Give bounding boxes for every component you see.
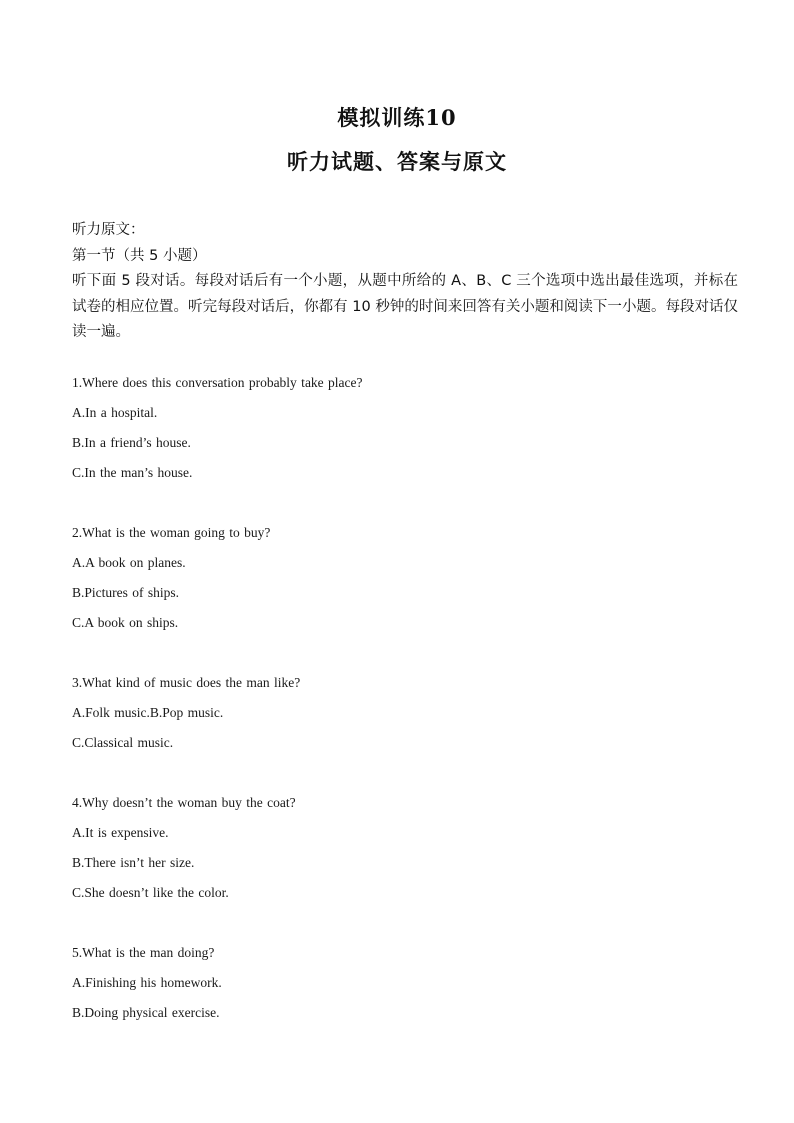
- section-header: 第一节（共 5 小题）: [72, 247, 207, 264]
- question-option: A.Folk music.B.Pop music.: [72, 705, 224, 720]
- section-label: 听力原文：: [72, 222, 145, 238]
- question-text: 5.What is the man doing?: [72, 945, 215, 960]
- question-option: C.A book on ships.: [72, 615, 179, 630]
- question-option: B.In a friend’s house.: [72, 435, 191, 450]
- question-option: C.Classical music.: [72, 735, 174, 750]
- question-block-1: [72, 368, 738, 488]
- question-block-4: [72, 788, 738, 908]
- question-option: B.Pictures of ships.: [72, 585, 180, 600]
- question-block-3: [72, 668, 738, 758]
- document-title: 模拟训练10: [337, 105, 457, 130]
- question-block-5: [72, 938, 738, 1028]
- question-option: A.A book on planes.: [72, 555, 186, 570]
- question-option: C.In the man’s house.: [72, 465, 193, 480]
- question-option: B.Doing physical exercise.: [72, 1005, 220, 1020]
- question-text: 3.What kind of music does the man like?: [72, 675, 301, 690]
- question-text: 4.Why doesn’t the woman buy the coat?: [72, 795, 296, 810]
- document-subtitle: 听力试题、答案与原文: [287, 149, 507, 174]
- question-list: [72, 368, 738, 1058]
- question-text: 1.Where does this conversation probably take place?: [72, 375, 363, 390]
- intro-section: [72, 218, 738, 346]
- question-text: 2.What is the woman going to buy?: [72, 525, 271, 540]
- question-option: A.It is expensive.: [72, 825, 169, 840]
- question-block-2: [72, 518, 738, 638]
- question-option: A.Finishing his homework.: [72, 975, 222, 990]
- instructions-paragraph: 听下面 5 段对话。每段对话后有一个小题，从题中所给的 A、B、C 三个选项中选出最佳选项，并标在试卷的相应位置。听完每段对话后，你都有 10 秒钟的时间来回答有关小题和阅读下一小题。每段对话仅读一遍。: [72, 273, 738, 340]
- question-option: A.In a hospital.: [72, 405, 158, 420]
- question-option: C.She doesn’t like the color.: [72, 885, 229, 900]
- question-option: B.There isn’t her size.: [72, 855, 195, 870]
